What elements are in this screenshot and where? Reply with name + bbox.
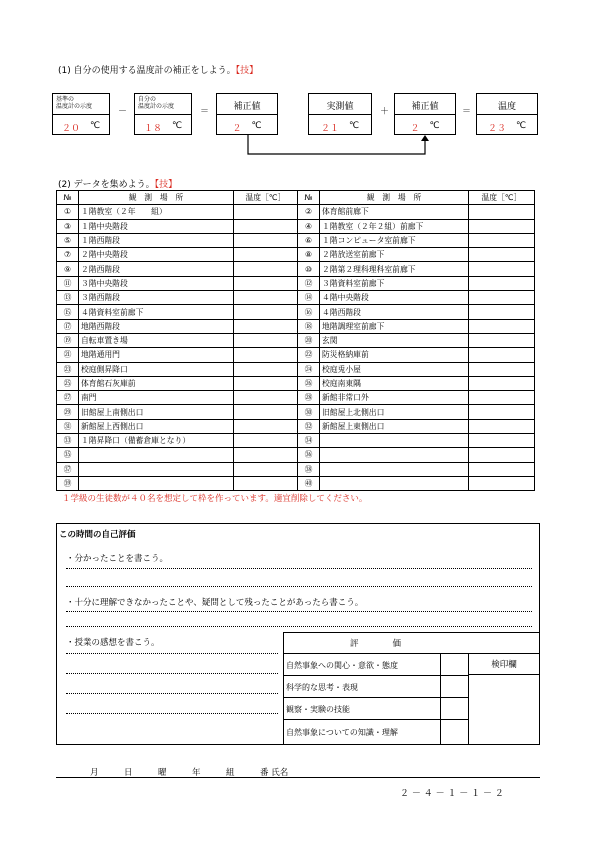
row-place-right: ４階中央階段 (320, 291, 469, 305)
table-row (57, 448, 535, 462)
row-temp-right[interactable] (469, 205, 535, 219)
row-place-left: 南門 (79, 391, 234, 405)
prompt-questions: ・十分に理解できなかったことや、疑問として残ったことがあったら書こう。 (66, 598, 364, 608)
evaluation-header: 評 価 (349, 639, 401, 649)
table-row (57, 376, 535, 390)
reference-unit: ℃ (89, 121, 101, 131)
section2-title-text: (2) データを集めよう。 (58, 180, 155, 190)
row-temp-left[interactable] (234, 476, 298, 490)
row-place-right: ２階第２理科理科室前廊下 (320, 262, 469, 276)
row-place-left: １階西階段 (79, 233, 234, 247)
row-place-left (79, 476, 234, 490)
row-no-right: ⑧ (298, 248, 320, 262)
correction-value-1: ２ (232, 124, 242, 134)
row-temp-left[interactable] (234, 348, 298, 362)
table-row (57, 434, 535, 448)
row-temp-left[interactable] (234, 291, 298, 305)
prompt-understood: ・分かったことを書こう。 (66, 554, 169, 564)
section1-title-text: (1) 自分の使用する温度計の補正をしよう。 (58, 66, 236, 76)
stamp-label: 検印欄 (491, 660, 517, 670)
row-no-right: ④ (298, 219, 320, 233)
row-place-right: ３階資料室前廊下 (320, 276, 469, 290)
row-no-right: ㉚ (298, 405, 320, 419)
row-no-left: ㉝ (57, 434, 79, 448)
row-place-right: 新館非常口外 (320, 391, 469, 405)
measured-value: ２１ (320, 124, 339, 134)
row-no-left: ㉓ (57, 362, 79, 376)
correction-unit-2: ℃ (429, 121, 440, 131)
row-no-right: ⑯ (298, 305, 320, 319)
row-place-left: 旧館屋上南側出口 (79, 405, 234, 419)
row-temp-left[interactable] (234, 305, 298, 319)
row-place-left: ３階中央階段 (79, 276, 234, 290)
temperature-value: ２３ (487, 124, 506, 134)
footer-rule (56, 777, 540, 778)
row-no-right: ㉞ (298, 434, 320, 448)
criterion-thinking: 科学的な思考・表現 (286, 683, 358, 692)
row-place-right: 旧館屋上北側出口 (320, 405, 469, 419)
table-row (57, 291, 535, 305)
row-no-right: ② (298, 205, 320, 219)
row-no-left: ㉙ (57, 405, 79, 419)
minus-sign: － (118, 107, 128, 117)
table-row (57, 362, 535, 376)
header-no-left: № (57, 191, 79, 205)
row-temp-right[interactable] (469, 219, 535, 233)
temperature-label: 温度 (497, 102, 516, 112)
own-value: １８ (143, 124, 162, 134)
row-place-right: 防災格納庫前 (320, 348, 469, 362)
row-place-left: 地階西階段 (79, 319, 234, 333)
section2-tag: 【技】 (154, 180, 178, 190)
table-row (57, 262, 535, 276)
row-no-left: ⑲ (57, 333, 79, 347)
row-temp-right[interactable] (469, 376, 535, 390)
row-place-left: ４階資料室前廊下 (79, 305, 234, 319)
row-place-right (320, 476, 469, 490)
header-place-left: 観 測 場 所 (79, 191, 234, 205)
answer-line[interactable] (66, 653, 278, 654)
row-place-right: 玄関 (320, 333, 469, 347)
row-no-left: ㉟ (57, 448, 79, 462)
row-temp-right[interactable] (469, 276, 535, 290)
row-no-left: ㊲ (57, 462, 79, 476)
temperature-box (476, 93, 538, 135)
row-no-right: ⑩ (298, 262, 320, 276)
row-temp-left[interactable] (234, 219, 298, 233)
row-place-left: １階教室（２年 組） (79, 205, 234, 219)
row-temp-left[interactable] (234, 262, 298, 276)
temperature-unit: ℃ (515, 121, 527, 131)
table-header-row (57, 191, 535, 205)
table-row (57, 419, 535, 433)
reference-label (56, 96, 92, 110)
row-place-right: 校庭南東隅 (320, 376, 469, 390)
row-place-left: 体育館石灰庫前 (79, 376, 234, 390)
section2-title (58, 177, 177, 190)
measured-label: 実測値 (326, 102, 354, 112)
answer-line[interactable] (66, 693, 278, 694)
reference-label-line1: 基準の (56, 96, 75, 103)
row-place-left: 校庭側昇降口 (79, 362, 234, 376)
row-place-right (320, 448, 469, 462)
section1-title (58, 63, 258, 76)
answer-line[interactable] (66, 626, 532, 627)
table-row (57, 391, 535, 405)
reference-thermometer-box (52, 93, 110, 135)
table-row (57, 348, 535, 362)
row-no-left: ③ (57, 219, 79, 233)
own-label-line2: 温度計の示度 (138, 103, 175, 110)
row-no-right: ㊳ (298, 462, 320, 476)
correction-value-2: ２ (410, 124, 420, 134)
row-no-right: ㉖ (298, 376, 320, 390)
row-no-right: ㉜ (298, 419, 320, 433)
correction-label-1: 補正値 (233, 102, 261, 112)
row-temp-right[interactable] (469, 333, 535, 347)
table-row (57, 276, 535, 290)
row-place-right: 新館屋上東側出口 (320, 419, 469, 433)
row-place-left: 新館屋上西側出口 (79, 419, 234, 433)
answer-line[interactable] (66, 713, 278, 714)
row-place-right (320, 434, 469, 448)
row-temp-left[interactable] (234, 462, 298, 476)
date-name-line: 月 日 曜 年 組 番 氏名 (90, 768, 289, 778)
equals-sign-1: ＝ (200, 107, 210, 117)
row-place-left: ３階西階段 (79, 291, 234, 305)
row-temp-left[interactable] (234, 419, 298, 433)
correction-unit-1: ℃ (251, 121, 262, 131)
row-temp-right[interactable] (469, 233, 535, 247)
row-no-right: ⑱ (298, 319, 320, 333)
row-temp-left[interactable] (234, 448, 298, 462)
row-temp-right[interactable] (469, 305, 535, 319)
row-no-left: ㉛ (57, 419, 79, 433)
row-no-right: ⑫ (298, 276, 320, 290)
row-no-left: ⑨ (57, 262, 79, 276)
row-temp-right[interactable] (469, 391, 535, 405)
row-place-left: 自転車置き場 (79, 333, 234, 347)
table-row (57, 405, 535, 419)
row-place-right: ４階西階段 (320, 305, 469, 319)
row-temp-right[interactable] (469, 362, 535, 376)
row-place-left: 地階通用門 (79, 348, 234, 362)
own-label-line1: 自分の (138, 96, 157, 103)
header-no-right: № (298, 191, 320, 205)
table-row (57, 205, 535, 219)
row-place-left: ２階中央階段 (79, 248, 234, 262)
row-no-right: ⑥ (298, 233, 320, 247)
row-temp-right[interactable] (469, 405, 535, 419)
header-place-right: 観 測 場 所 (320, 191, 469, 205)
row-temp-left[interactable] (234, 319, 298, 333)
row-place-right: 校庭兎小屋 (320, 362, 469, 376)
row-no-left: ⑤ (57, 233, 79, 247)
row-place-left: １階昇降口（備蓄倉庫となり） (79, 434, 234, 448)
row-temp-right[interactable] (469, 291, 535, 305)
row-no-right: ㉘ (298, 391, 320, 405)
row-no-right: ⑭ (298, 291, 320, 305)
header-temp-right: 温度［℃］ (469, 191, 535, 205)
row-temp-left[interactable] (234, 233, 298, 247)
measured-box (308, 93, 372, 135)
criterion-knowledge: 自然事象についての知識・理解 (286, 728, 398, 737)
table-row (57, 319, 535, 333)
plus-sign: ＋ (380, 107, 390, 117)
prompt-impressions: ・授業の感想を書こう。 (66, 638, 160, 648)
row-no-left: ① (57, 205, 79, 219)
row-no-left: ⑮ (57, 305, 79, 319)
answer-line[interactable] (66, 673, 278, 674)
row-no-left: ⑰ (57, 319, 79, 333)
row-no-left: ㉗ (57, 391, 79, 405)
table-row (57, 476, 535, 490)
row-temp-right[interactable] (469, 434, 535, 448)
row-no-left: ㊴ (57, 476, 79, 490)
observation-table (56, 190, 535, 491)
row-place-left (79, 448, 234, 462)
row-temp-right[interactable] (469, 262, 535, 276)
self-evaluation-title: この時間の自己評価 (59, 530, 136, 540)
row-no-right: ㉒ (298, 348, 320, 362)
row-no-left: ㉑ (57, 348, 79, 362)
section1-tag: 【技】 (235, 66, 259, 76)
row-temp-left[interactable] (234, 376, 298, 390)
table-row (57, 219, 535, 233)
own-thermometer-box (134, 93, 192, 135)
row-temp-left[interactable] (234, 405, 298, 419)
row-temp-left[interactable] (234, 434, 298, 448)
row-no-left: ㉕ (57, 376, 79, 390)
row-place-left: １階中央階段 (79, 219, 234, 233)
table-row (57, 333, 535, 347)
row-place-right: １階教室（２年２組）前廊下 (320, 219, 469, 233)
measured-unit: ℃ (348, 121, 360, 131)
row-temp-right[interactable] (469, 319, 535, 333)
row-no-left: ⑪ (57, 276, 79, 290)
row-temp-left[interactable] (234, 333, 298, 347)
row-no-right: ㊵ (298, 476, 320, 490)
row-place-right: ２階放送室前廊下 (320, 248, 469, 262)
correction-box-1 (216, 93, 278, 135)
row-temp-left[interactable] (234, 205, 298, 219)
row-no-left: ⑬ (57, 291, 79, 305)
row-temp-left[interactable] (234, 276, 298, 290)
reference-value: ２０ (61, 124, 80, 134)
row-place-right: １階コンピュータ室前廊下 (320, 233, 469, 247)
row-place-right: 地階調理室前廊下 (320, 319, 469, 333)
reference-label-line2: 温度計の示度 (56, 103, 93, 110)
answer-line[interactable] (66, 586, 532, 587)
transfer-arrow-icon (240, 134, 440, 162)
row-place-right (320, 462, 469, 476)
own-unit: ℃ (171, 121, 183, 131)
row-temp-left[interactable] (234, 362, 298, 376)
row-temp-right[interactable] (469, 248, 535, 262)
criterion-skills: 観察・実験の技能 (286, 705, 350, 714)
row-temp-right[interactable] (469, 448, 535, 462)
equals-sign-2: ＝ (462, 107, 472, 117)
row-temp-left[interactable] (234, 391, 298, 405)
row-place-left (79, 462, 234, 476)
row-place-right: 体育館前廊下 (320, 205, 469, 219)
table-note: １学級の生徒数が４０名を想定して枠を作っています。適宜削除してください。 (62, 494, 368, 504)
row-no-right: ㉔ (298, 362, 320, 376)
page-code: ２ － ４ － １ － １ － ２ (400, 789, 504, 799)
table-row (57, 248, 535, 262)
own-label (138, 96, 174, 110)
row-temp-right[interactable] (469, 476, 535, 490)
table-row (57, 462, 535, 476)
table-row (57, 305, 535, 319)
answer-line[interactable] (66, 611, 532, 612)
row-temp-right[interactable] (469, 419, 535, 433)
row-no-right: ⑳ (298, 333, 320, 347)
criterion-interest: 自然事象への関心・意欲・態度 (286, 661, 398, 670)
correction-box-2 (394, 93, 456, 135)
row-temp-right[interactable] (469, 462, 535, 476)
answer-line[interactable] (66, 568, 532, 569)
header-temp-left: 温度［℃］ (234, 191, 298, 205)
row-temp-right[interactable] (469, 348, 535, 362)
table-row (57, 233, 535, 247)
row-no-left: ⑦ (57, 248, 79, 262)
row-place-left: ２階西階段 (79, 262, 234, 276)
row-temp-left[interactable] (234, 248, 298, 262)
correction-label-2: 補正値 (411, 102, 439, 112)
row-no-right: ㊱ (298, 448, 320, 462)
